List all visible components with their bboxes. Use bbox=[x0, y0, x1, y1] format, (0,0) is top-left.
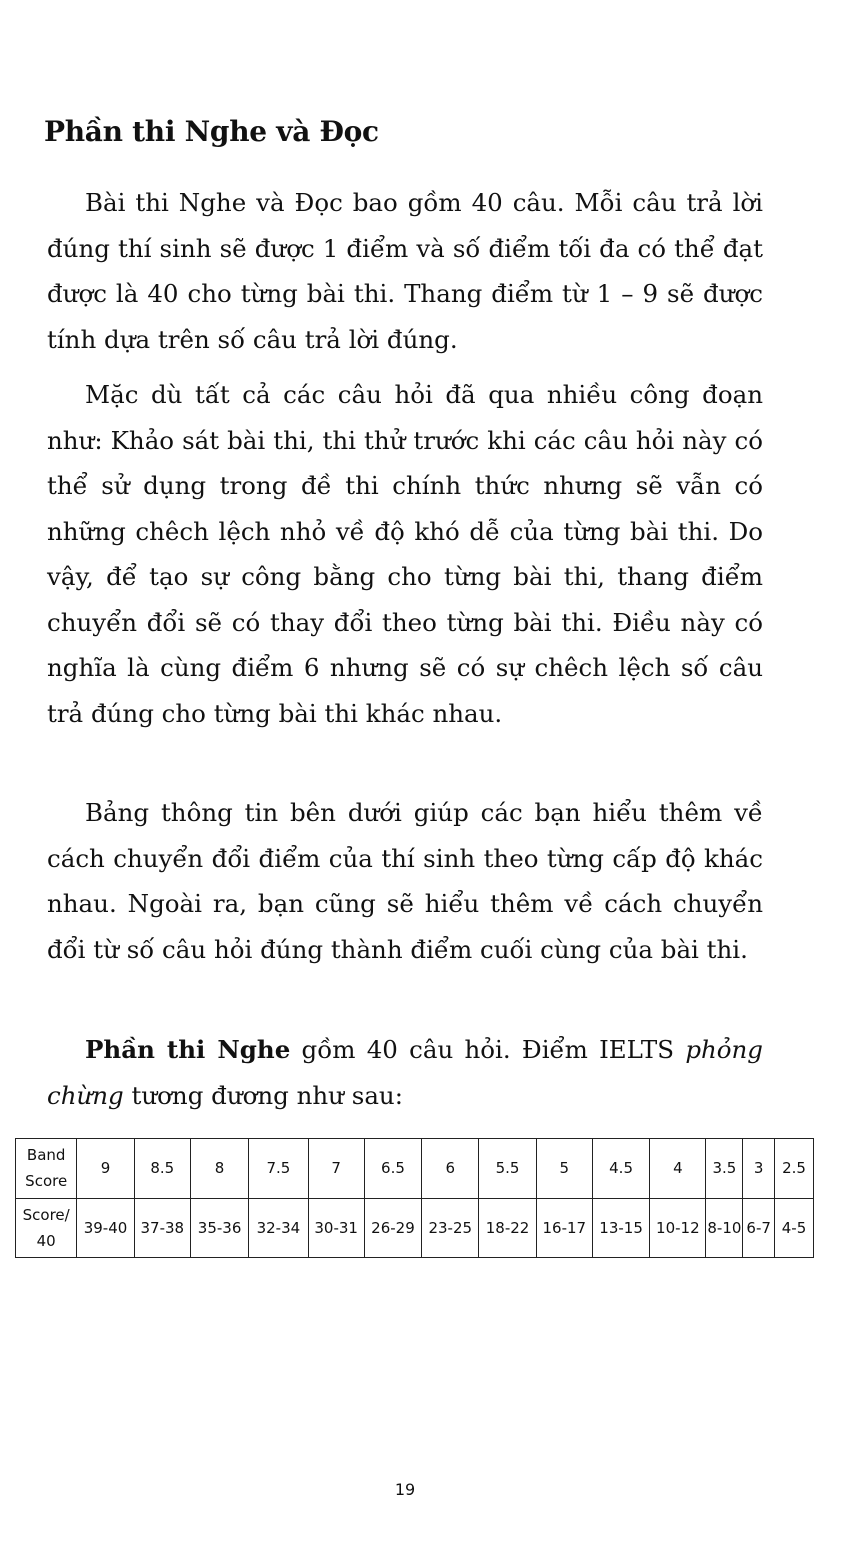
raw-cell: 30-31 bbox=[308, 1198, 364, 1258]
band-cell: 4 bbox=[650, 1139, 706, 1199]
section-heading: Phần thi Nghe và Đọc bbox=[44, 115, 379, 148]
band-cell: 4.5 bbox=[592, 1139, 649, 1199]
band-cell: 3.5 bbox=[706, 1139, 743, 1199]
band-cell: 5 bbox=[536, 1139, 592, 1199]
band-cell: 8.5 bbox=[134, 1139, 190, 1199]
raw-cell: 23-25 bbox=[422, 1198, 479, 1258]
listening-text-a: gồm 40 câu hỏi. Điểm IELTS bbox=[290, 1035, 686, 1064]
paragraph-table-intro: Bảng thông tin bên dưới giúp các bạn hiểu thêm về cách chuyển đổi điểm của thí sinh theo từng cấp độ khác nhau. Ngoài ra, bạn cũng sẽ hiểu thêm về cách chuyển đổi từ số câu hỏi đúng thành điểm cuối cùng của bài thi. bbox=[47, 798, 763, 964]
band-cell: 2.5 bbox=[775, 1139, 814, 1199]
raw-cell: 35-36 bbox=[190, 1198, 248, 1258]
paragraph-fairness: Mặc dù tất cả các câu hỏi đã qua nhiều công đoạn như: Khảo sát bài thi, thi thử trước khi các câu hỏi này có thể sử dụng trong đề thi chính thức nhưng sẽ vẫn có những chêch lệch nhỏ về độ khó dễ của từng bài thi. Do vậy, để tạo sự công bằng cho từng bài thi, thang điểm chuyển đổi sẽ có thay đổi theo từng bài thi. Điều này có nghĩa là cùng điểm 6 nhưng sẽ có sự chêch lệch số câu trả đúng cho từng bài thi khác nhau. bbox=[47, 380, 763, 728]
paragraph-intro: Bài thi Nghe và Đọc bao gồm 40 câu. Mỗi câu trả lời đúng thí sinh sẽ được 1 điểm và số điểm tối đa có thể đạt được là 40 cho từng bài thi. Thang điểm từ 1 – 9 sẽ được tính dựa trên số câu trả lời đúng. bbox=[47, 188, 763, 354]
band-cell: 7.5 bbox=[249, 1139, 308, 1199]
band-cell: 8 bbox=[190, 1139, 248, 1199]
listening-label: Phần thi Nghe bbox=[85, 1035, 291, 1064]
raw-cell: 13-15 bbox=[592, 1198, 649, 1258]
raw-score-header: Score/ 40 bbox=[16, 1198, 77, 1258]
raw-cell: 16-17 bbox=[536, 1198, 592, 1258]
raw-cell: 4-5 bbox=[775, 1198, 814, 1258]
page-number: 19 bbox=[394, 1480, 416, 1499]
raw-cell: 39-40 bbox=[77, 1198, 134, 1258]
paragraph-listening bbox=[47, 1027, 763, 1118]
band-cell: 6 bbox=[422, 1139, 479, 1199]
raw-score-row bbox=[16, 1198, 814, 1258]
listening-text-b: tương đương như sau: bbox=[123, 1080, 403, 1110]
band-cell: 5.5 bbox=[479, 1139, 536, 1199]
raw-cell: 32-34 bbox=[249, 1198, 308, 1258]
band-score-header: Band Score bbox=[16, 1139, 77, 1199]
band-cell: 7 bbox=[308, 1139, 364, 1199]
raw-cell: 37-38 bbox=[134, 1198, 190, 1258]
band-cell: 6.5 bbox=[364, 1139, 421, 1199]
raw-cell: 6-7 bbox=[743, 1198, 775, 1258]
raw-cell: 26-29 bbox=[364, 1198, 421, 1258]
band-score-row bbox=[16, 1139, 814, 1199]
band-score-table bbox=[15, 1138, 814, 1258]
band-cell: 9 bbox=[77, 1139, 134, 1199]
raw-cell: 8-10 bbox=[706, 1198, 743, 1258]
listening-italic: phỏng chừng bbox=[47, 1035, 763, 1110]
raw-cell: 10-12 bbox=[650, 1198, 706, 1258]
band-cell: 3 bbox=[743, 1139, 775, 1199]
raw-cell: 18-22 bbox=[479, 1198, 536, 1258]
